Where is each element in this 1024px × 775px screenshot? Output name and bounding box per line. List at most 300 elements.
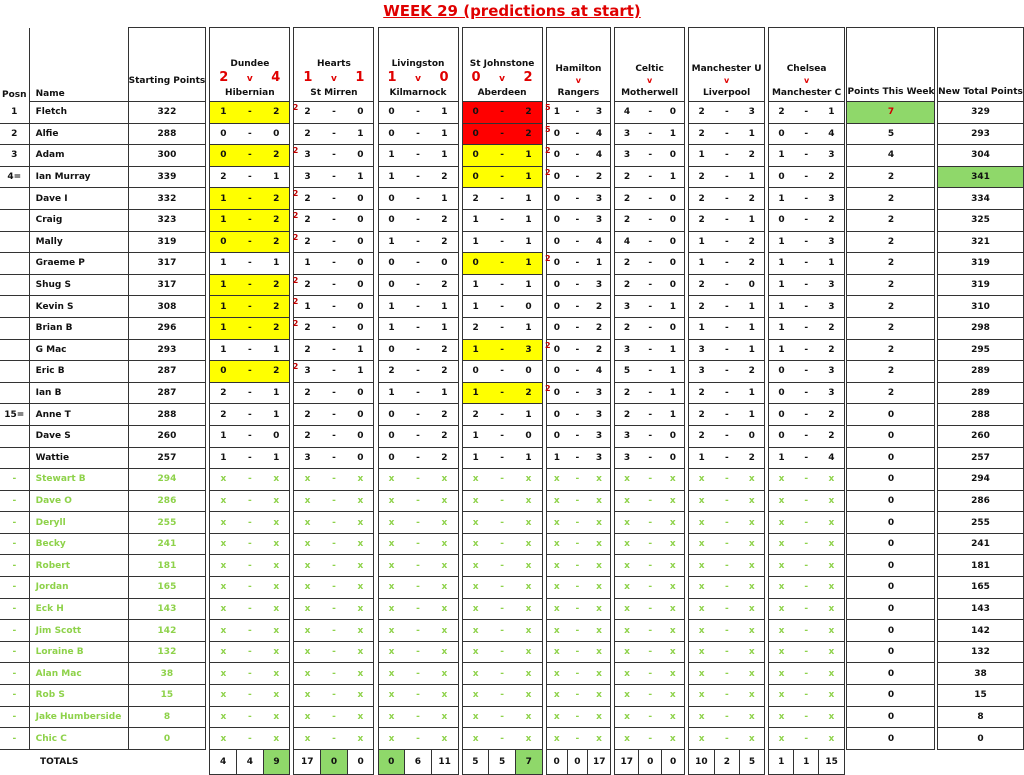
- prediction-home: 0: [546, 274, 567, 296]
- new-total-points: 38: [938, 663, 1024, 685]
- prediction-away: 1: [515, 231, 542, 253]
- prediction-separator: -: [794, 728, 819, 750]
- posn-header: Posn: [2, 89, 27, 100]
- new-total-points: 334: [938, 188, 1024, 210]
- prediction-home: 2: [210, 404, 237, 426]
- player-position: [0, 188, 29, 210]
- prediction-home: 3: [615, 425, 639, 447]
- prediction-separator: -: [489, 512, 516, 534]
- prediction-home: 2: [462, 404, 489, 426]
- prediction-separator: -: [321, 555, 348, 577]
- player-row: [0, 620, 1024, 642]
- prediction-separator: -: [321, 339, 348, 361]
- prediction-home: 1: [378, 296, 405, 318]
- prediction-separator: -: [237, 663, 264, 685]
- prediction-separator: -: [321, 490, 348, 512]
- total-draw: 1: [794, 749, 819, 774]
- prediction-separator: -: [405, 706, 432, 728]
- prediction-home: 2: [615, 188, 639, 210]
- prediction-away: 0: [662, 188, 685, 210]
- prediction-away: [263, 317, 299, 339]
- prediction-home: 1: [210, 339, 237, 361]
- points-this-week: 2: [847, 317, 935, 339]
- away-team: Rangers: [557, 88, 600, 98]
- prediction-home: x: [615, 512, 639, 534]
- prediction-home: 2: [615, 404, 639, 426]
- new-total-points: 286: [938, 490, 1024, 512]
- prediction-home: 0: [546, 166, 567, 188]
- prediction-away: x: [515, 577, 542, 599]
- prediction-away: 1: [431, 145, 458, 167]
- starting-points: 287: [128, 361, 206, 383]
- prediction-away: 3: [588, 209, 611, 231]
- prediction-away: 1: [431, 123, 458, 145]
- prediction-away: 1: [515, 404, 542, 426]
- prediction-separator: -: [489, 577, 516, 599]
- new-total-points: 165: [938, 577, 1024, 599]
- prediction-separator: -: [321, 102, 348, 124]
- prediction-separator: -: [567, 728, 588, 750]
- prediction-away: x: [431, 641, 458, 663]
- prediction-separator: -: [794, 145, 819, 167]
- name-header: Name: [29, 28, 128, 102]
- prediction-separator: -: [794, 102, 819, 124]
- prediction-separator: -: [567, 382, 588, 404]
- player-row: [0, 641, 1024, 663]
- player-position: -: [0, 469, 29, 491]
- prediction-home: 2: [689, 209, 715, 231]
- prediction-away: 0: [662, 209, 685, 231]
- prediction-away: 1: [739, 209, 764, 231]
- player-row: [0, 490, 1024, 512]
- prediction-away: x: [662, 490, 685, 512]
- prediction-home: 2: [615, 274, 639, 296]
- prediction-home: x: [546, 706, 567, 728]
- prediction-separator: -: [794, 361, 819, 383]
- bonus-points: 5: [545, 124, 551, 134]
- prediction-separator: -: [714, 685, 739, 707]
- prediction-away: x: [739, 728, 764, 750]
- prediction-away: x: [515, 663, 542, 685]
- prediction-home: 1: [462, 231, 489, 253]
- prediction-home: x: [615, 469, 639, 491]
- prediction-separator: -: [405, 533, 432, 555]
- away-score: 1: [355, 70, 365, 85]
- prediction-home: 2: [294, 188, 321, 210]
- prediction-home: x: [210, 706, 237, 728]
- player-position: -: [0, 533, 29, 555]
- prediction-separator: -: [489, 490, 516, 512]
- player-name: Dave S: [29, 425, 128, 447]
- prediction-away: x: [819, 706, 845, 728]
- prediction-away: 0: [263, 425, 290, 447]
- prediction-away: x: [662, 663, 685, 685]
- prediction-away: 1: [588, 253, 611, 275]
- prediction-separator: -: [237, 512, 264, 534]
- prediction-separator: -: [405, 339, 432, 361]
- prediction-separator: -: [567, 317, 588, 339]
- prediction-away: x: [515, 728, 542, 750]
- prediction-away-value: 2: [525, 107, 532, 118]
- prediction-separator: -: [237, 361, 264, 383]
- prediction-home: x: [769, 620, 794, 642]
- new-total-points: 15: [938, 685, 1024, 707]
- prediction-separator: -: [639, 382, 662, 404]
- prediction-away: 1: [819, 102, 845, 124]
- prediction-home: 1: [210, 188, 237, 210]
- home-score: 1: [303, 70, 313, 85]
- prediction-home: x: [210, 469, 237, 491]
- prediction-separator: -: [237, 533, 264, 555]
- prediction-away: 0: [347, 296, 374, 318]
- prediction-separator: -: [237, 425, 264, 447]
- prediction-home: 1: [210, 317, 237, 339]
- starting-points: 339: [128, 166, 206, 188]
- prediction-separator: -: [237, 641, 264, 663]
- player-row: [0, 253, 1024, 275]
- prediction-separator: -: [567, 577, 588, 599]
- prediction-home: x: [378, 685, 405, 707]
- prediction-home: 1: [378, 382, 405, 404]
- prediction-separator: -: [714, 102, 739, 124]
- points-this-week: 0: [847, 447, 935, 469]
- prediction-separator: -: [714, 577, 739, 599]
- prediction-separator: -: [489, 404, 516, 426]
- prediction-away: 0: [662, 317, 685, 339]
- player-name: Adam: [29, 145, 128, 167]
- bonus-points: 2: [292, 146, 299, 156]
- prediction-away: x: [739, 490, 764, 512]
- prediction-separator: -: [639, 641, 662, 663]
- prediction-home: x: [378, 728, 405, 750]
- prediction-home: 0: [546, 188, 567, 210]
- prediction-away-value: 1: [525, 258, 532, 269]
- bonus-points: 2: [292, 362, 299, 372]
- player-row: [0, 663, 1024, 685]
- prediction-home: x: [462, 577, 489, 599]
- prediction-away: 1: [263, 166, 290, 188]
- prediction-separator: -: [237, 123, 264, 145]
- prediction-away: 0: [662, 447, 685, 469]
- prediction-away: 2: [739, 447, 764, 469]
- prediction-away: 1: [431, 317, 458, 339]
- prediction-home: 0: [546, 339, 567, 361]
- points-this-week: 0: [847, 425, 935, 447]
- prediction-separator: -: [567, 274, 588, 296]
- prediction-home: x: [378, 577, 405, 599]
- starting-points: 0: [128, 728, 206, 750]
- prediction-separator: -: [405, 447, 432, 469]
- points-this-week: 4: [847, 145, 935, 167]
- home-team: Dundee: [230, 59, 270, 69]
- prediction-home: x: [769, 469, 794, 491]
- prediction-home: 5: [615, 361, 639, 383]
- starting-points: 165: [128, 577, 206, 599]
- prediction-away: x: [347, 685, 374, 707]
- prediction-home: 3: [615, 296, 639, 318]
- starting-points: 317: [128, 274, 206, 296]
- prediction-separator: -: [567, 555, 588, 577]
- bonus-points: 2: [292, 232, 299, 242]
- points-this-week: 0: [847, 512, 935, 534]
- player-row: [0, 123, 1024, 145]
- prediction-separator: -: [405, 209, 432, 231]
- prediction-away: x: [662, 577, 685, 599]
- prediction-separator: -: [714, 145, 739, 167]
- prediction-home: 2: [294, 231, 321, 253]
- prediction-away: x: [588, 663, 611, 685]
- away-score: 0: [439, 70, 449, 85]
- prediction-away: x: [819, 663, 845, 685]
- player-row: [0, 145, 1024, 167]
- prediction-away: 0: [263, 123, 290, 145]
- bonus-points: 2: [545, 340, 551, 350]
- prediction-home: 0: [546, 231, 567, 253]
- prediction-separator: -: [405, 555, 432, 577]
- prediction-away: 1: [515, 274, 542, 296]
- prediction-away: x: [431, 663, 458, 685]
- prediction-separator: -: [639, 317, 662, 339]
- player-row: [0, 555, 1024, 577]
- prediction-separator: -: [567, 663, 588, 685]
- match-header: [769, 28, 845, 102]
- home-score: 2: [219, 70, 229, 85]
- prediction-home: 0: [769, 382, 794, 404]
- total-away: 7: [515, 749, 542, 774]
- prediction-away: [263, 231, 299, 253]
- bonus-points: 2: [545, 146, 551, 156]
- new-total-points: 319: [938, 274, 1024, 296]
- prediction-home: 0: [378, 123, 405, 145]
- prediction-home: 1: [378, 145, 405, 167]
- prediction-home: x: [689, 620, 715, 642]
- prediction-separator: -: [567, 209, 588, 231]
- predictions-table: [0, 27, 1024, 775]
- prediction-away: 3: [588, 425, 611, 447]
- prediction-separator: -: [794, 706, 819, 728]
- prediction-away: 0: [347, 253, 374, 275]
- prediction-separator: -: [489, 685, 516, 707]
- total-home: 0: [378, 749, 405, 774]
- prediction-away: x: [588, 685, 611, 707]
- player-name: Shug S: [29, 274, 128, 296]
- player-row: [0, 274, 1024, 296]
- prediction-home: x: [462, 663, 489, 685]
- prediction-away: 3: [819, 296, 845, 318]
- player-name: Brian B: [29, 317, 128, 339]
- prediction-away: 2: [431, 339, 458, 361]
- prediction-away: x: [263, 577, 290, 599]
- prediction-separator: -: [321, 123, 348, 145]
- prediction-separator: -: [639, 533, 662, 555]
- starting-points: 132: [128, 641, 206, 663]
- prediction-away: 1: [515, 447, 542, 469]
- new-total-points: 329: [938, 102, 1024, 124]
- bonus-points: 2: [292, 297, 299, 307]
- prediction-separator: -: [794, 490, 819, 512]
- prediction-home: 1: [769, 447, 794, 469]
- prediction-home: 2: [294, 274, 321, 296]
- prediction-home: x: [615, 577, 639, 599]
- prediction-away: x: [588, 512, 611, 534]
- prediction-away: 4: [588, 231, 611, 253]
- prediction-separator: -: [321, 231, 348, 253]
- prediction-home: 1: [462, 447, 489, 469]
- prediction-separator: -: [489, 231, 516, 253]
- prediction-away: x: [662, 728, 685, 750]
- prediction-away: 2: [431, 425, 458, 447]
- prediction-away: x: [263, 641, 290, 663]
- starting-points: 296: [128, 317, 206, 339]
- prediction-home: 0: [546, 145, 567, 167]
- prediction-away-value: 1: [525, 150, 532, 161]
- prediction-away: [515, 382, 551, 404]
- prediction-home: 2: [689, 166, 715, 188]
- prediction-away: 2: [588, 339, 611, 361]
- prediction-away: 2: [739, 145, 764, 167]
- prediction-away: x: [263, 663, 290, 685]
- prediction-home: x: [294, 555, 321, 577]
- prediction-home: x: [689, 533, 715, 555]
- player-position: 4=: [0, 166, 29, 188]
- prediction-away: 0: [739, 425, 764, 447]
- prediction-home: 1: [210, 447, 237, 469]
- prediction-away: x: [739, 663, 764, 685]
- prediction-home: 3: [615, 447, 639, 469]
- prediction-away: 2: [739, 231, 764, 253]
- prediction-separator: -: [321, 188, 348, 210]
- points-this-week: 0: [847, 598, 935, 620]
- new-total-points: 260: [938, 425, 1024, 447]
- prediction-separator: -: [714, 317, 739, 339]
- prediction-away: [515, 166, 551, 188]
- prediction-separator: -: [639, 274, 662, 296]
- prediction-away: x: [347, 469, 374, 491]
- prediction-separator: -: [405, 102, 432, 124]
- points-this-week: 0: [847, 555, 935, 577]
- prediction-away: 3: [819, 145, 845, 167]
- prediction-away: x: [263, 620, 290, 642]
- prediction-away: [263, 361, 299, 383]
- prediction-separator: -: [237, 317, 264, 339]
- prediction-separator: -: [714, 620, 739, 642]
- prediction-home: x: [294, 490, 321, 512]
- home-score: 0: [471, 70, 481, 85]
- new-total-points: 295: [938, 339, 1024, 361]
- prediction-separator: -: [567, 469, 588, 491]
- total-home: 10: [689, 749, 715, 774]
- prediction-away: 1: [431, 382, 458, 404]
- prediction-separator: -: [639, 490, 662, 512]
- prediction-away: 1: [263, 382, 290, 404]
- prediction-away: x: [739, 685, 764, 707]
- prediction-separator: -: [321, 577, 348, 599]
- prediction-away: 4: [588, 123, 611, 145]
- prediction-separator: -: [639, 469, 662, 491]
- bonus-points: 2: [292, 318, 299, 328]
- prediction-home: x: [462, 533, 489, 555]
- prediction-separator: -: [405, 469, 432, 491]
- prediction-home: 2: [294, 382, 321, 404]
- starting-points: 300: [128, 145, 206, 167]
- prediction-home: 2: [689, 274, 715, 296]
- player-row: [0, 361, 1024, 383]
- prediction-separator: -: [794, 555, 819, 577]
- prediction-separator: -: [567, 231, 588, 253]
- prediction-separator: -: [714, 296, 739, 318]
- prediction-away: 0: [662, 231, 685, 253]
- prediction-away: 0: [515, 296, 542, 318]
- prediction-home: 2: [294, 404, 321, 426]
- prediction-separator: -: [489, 361, 516, 383]
- prediction-separator: -: [489, 296, 516, 318]
- new-total-points: 181: [938, 555, 1024, 577]
- player-row: [0, 209, 1024, 231]
- prediction-away: 2: [739, 253, 764, 275]
- player-position: [0, 274, 29, 296]
- prediction-away-value: 2: [273, 366, 280, 377]
- match-header: [378, 28, 458, 102]
- prediction-separator: -: [714, 166, 739, 188]
- prediction-separator: -: [714, 425, 739, 447]
- prediction-separator: -: [794, 253, 819, 275]
- player-row: [0, 728, 1024, 750]
- prediction-away: x: [263, 533, 290, 555]
- prediction-home: 3: [294, 166, 321, 188]
- prediction-separator: -: [405, 274, 432, 296]
- prediction-away: 1: [662, 404, 685, 426]
- prediction-away: 0: [347, 404, 374, 426]
- prediction-home: 0: [378, 253, 405, 275]
- prediction-home: x: [769, 663, 794, 685]
- player-name: Craig: [29, 209, 128, 231]
- prediction-away: x: [263, 469, 290, 491]
- prediction-home: x: [378, 490, 405, 512]
- prediction-away: 1: [739, 296, 764, 318]
- new-total-points: 294: [938, 469, 1024, 491]
- player-name: Kevin S: [29, 296, 128, 318]
- prediction-away: x: [347, 598, 374, 620]
- total-away: 9: [263, 749, 290, 774]
- prediction-away: 1: [263, 447, 290, 469]
- player-name: Ian B: [29, 382, 128, 404]
- prediction-home: 0: [462, 102, 489, 124]
- total-home: 17: [615, 749, 639, 774]
- player-name: Jake Humberside: [29, 706, 128, 728]
- prediction-away: 1: [662, 339, 685, 361]
- prediction-home: x: [546, 555, 567, 577]
- new-total-points: 304: [938, 145, 1024, 167]
- prediction-separator: -: [714, 663, 739, 685]
- prediction-home: 0: [546, 382, 567, 404]
- prediction-away: x: [588, 728, 611, 750]
- prediction-home: x: [689, 512, 715, 534]
- prediction-home: x: [294, 641, 321, 663]
- prediction-away-value: 2: [525, 128, 532, 139]
- prediction-separator: -: [321, 598, 348, 620]
- prediction-away: 1: [515, 317, 542, 339]
- prediction-separator: -: [639, 339, 662, 361]
- prediction-away: 2: [819, 404, 845, 426]
- away-team: Manchester C: [771, 88, 842, 98]
- prediction-away: 1: [347, 123, 374, 145]
- prediction-separator: -: [639, 188, 662, 210]
- prediction-separator: -: [237, 706, 264, 728]
- prediction-away: x: [431, 512, 458, 534]
- prediction-separator: -: [639, 166, 662, 188]
- prediction-away: 1: [662, 166, 685, 188]
- prediction-separator: -: [321, 706, 348, 728]
